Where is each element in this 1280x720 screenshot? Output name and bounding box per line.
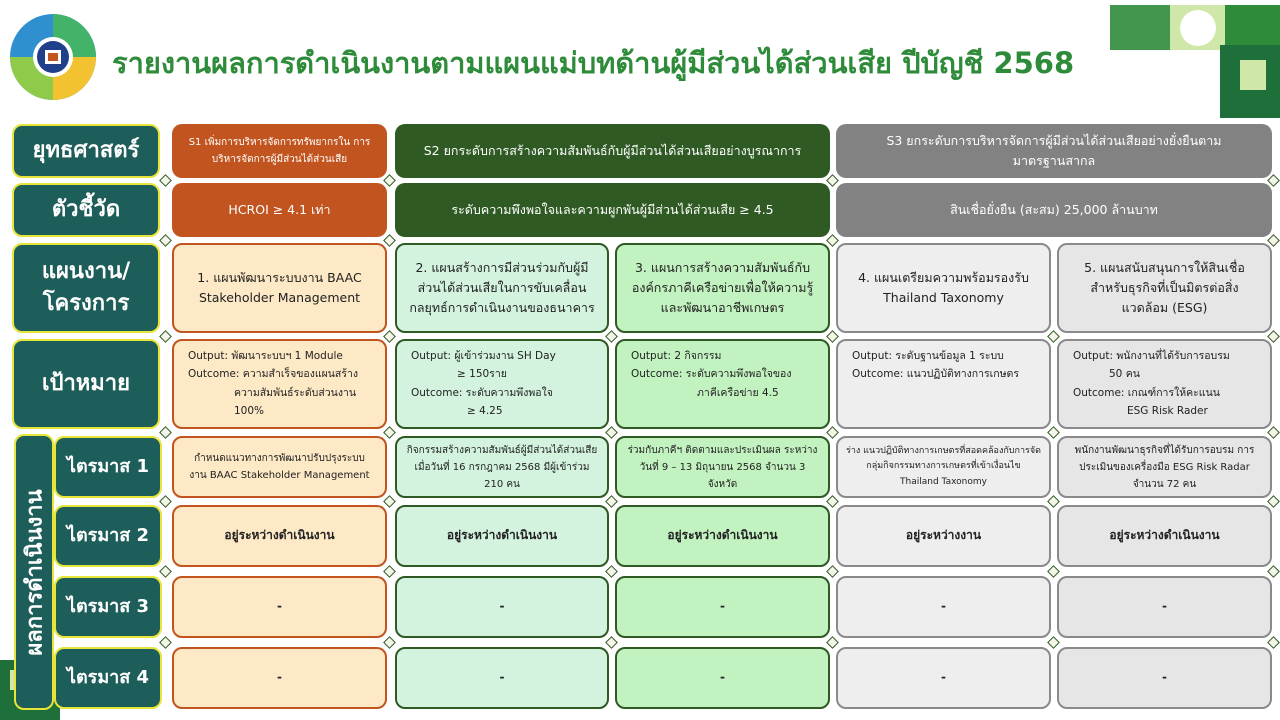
quarter-label-2: ไตรมาส 2 — [54, 505, 162, 567]
connector-diamond — [826, 495, 839, 508]
target-1-line-1: Output: พัฒนาระบบฯ 1 Module — [188, 350, 343, 362]
target-5 — [1057, 339, 1272, 429]
row-label-results-text: ผลการดำเนินงาน — [22, 488, 48, 656]
connector-diamond — [826, 330, 839, 343]
connector-diamond — [1047, 330, 1060, 343]
row-label-strategy: ยุทธศาสตร์ — [12, 124, 160, 178]
target-5-line-2: 50 คน — [1109, 368, 1140, 381]
q3-result-5: - — [1057, 576, 1272, 638]
connector-diamond — [159, 636, 172, 649]
connector-diamond — [383, 426, 396, 439]
plan-1: 1. แผนพัฒนาระบบงาน BAAC Stakeholder Management — [172, 243, 387, 333]
q1-result-5: พนักงานพัฒนาธุรกิจที่ได้รับการอบรม การประเมินของเครื่องมือ ESG Risk Radar จำนวน 72 คน — [1057, 436, 1272, 498]
connector-diamond — [159, 495, 172, 508]
quarter-label-3: ไตรมาส 3 — [54, 576, 162, 638]
strategy-s2: S2 ยกระดับการสร้างความสัมพันธ์กับผู้มีส่วนได้ส่วนเสียอย่างบูรณาการ — [395, 124, 830, 178]
target-2 — [395, 339, 609, 429]
q2-result-2: อยู่ระหว่างดำเนินงาน — [395, 505, 609, 567]
target-3 — [615, 339, 830, 429]
target-4-line-1: Output: ระดับฐานข้อมูล 1 ระบบ — [852, 350, 1004, 362]
quarter-label-1: ไตรมาส 1 — [54, 436, 162, 498]
q3-result-3: - — [615, 576, 830, 638]
row-label-results — [14, 434, 54, 710]
target-3-line-2: Outcome: ระดับความพึงพอใจของ — [631, 368, 792, 381]
page-title: รายงานผลการดำเนินงานตามแผนแม่บทด้านผู้มีส่วนได้ส่วนเสีย ปีบัญชี 2568 — [112, 46, 1075, 80]
q2-result-4: อยู่ระหว่างงาน — [836, 505, 1051, 567]
connector-diamond — [1267, 565, 1280, 578]
connector-diamond — [605, 565, 618, 578]
connector-diamond — [383, 565, 396, 578]
logo-emblem-icon — [8, 12, 98, 102]
plan-4: 4. แผนเตรียมความพร้อมรองรับ Thailand Taxonomy — [836, 243, 1051, 333]
target-2-line-3: Outcome: ระดับความพึงพอใจ — [411, 386, 553, 399]
row-label-target: เป้าหมาย — [12, 339, 160, 429]
target-4-line-2: Outcome: แนวปฏิบัติทางการเกษตร — [852, 368, 1020, 381]
connector-diamond — [383, 495, 396, 508]
quarter-label-4: ไตรมาส 4 — [54, 647, 162, 709]
target-3-line-3: ภาคีเครือข่าย 4.5 — [697, 386, 779, 399]
plan-3: 3. แผนการสร้างความสัมพันธ์กับองค์กรภาคีเครือข่ายเพื่อให้ความรู้และพัฒนาอาชีพเกษตร — [615, 243, 830, 333]
connector-diamond — [1047, 565, 1060, 578]
q4-result-1: - — [172, 647, 387, 709]
row-label-plan: แผนงาน/ โครงการ — [12, 243, 160, 333]
indicator-s1: HCROI ≥ 4.1 เท่า — [172, 183, 387, 237]
connector-diamond — [1267, 636, 1280, 649]
connector-diamond — [1047, 495, 1060, 508]
target-3-line-1: Output: 2 กิจกรรม — [631, 350, 722, 362]
strategy-s3: S3 ยกระดับการบริหารจัดการผู้มีส่วนได้ส่วนเสียอย่างยั่งยืนตาม มาตรฐานสากล — [836, 124, 1272, 178]
target-1-line-3: ความสัมพันธ์ระดับส่วนงาน — [234, 386, 357, 399]
connector-diamond — [605, 636, 618, 649]
q1-result-4: ร่าง แนวปฏิบัติทางการเกษตรที่สอดคล้องกับการจัดกลุ่มกิจกรรมทางการเกษตรที่เข้าเงื่อนไข Thailand Taxonomy — [836, 436, 1051, 498]
connector-diamond — [159, 234, 172, 247]
connector-diamond — [826, 636, 839, 649]
plan-5: 5. แผนสนับสนุนการให้สินเชื่อสำหรับธุรกิจที่เป็นมิตรต่อสิ่งแวดล้อม (ESG) — [1057, 243, 1272, 333]
connector-diamond — [1267, 495, 1280, 508]
q4-result-5: - — [1057, 647, 1272, 709]
connector-diamond — [826, 234, 839, 247]
q4-result-4: - — [836, 647, 1051, 709]
connector-diamond — [826, 565, 839, 578]
connector-diamond — [1267, 426, 1280, 439]
q4-result-3: - — [615, 647, 830, 709]
target-5-line-3: Outcome: เกณฑ์การให้คะแนน — [1073, 386, 1220, 399]
connector-diamond — [383, 174, 396, 187]
q3-result-1: - — [172, 576, 387, 638]
connector-diamond — [159, 426, 172, 439]
row-label-indicator: ตัวชี้วัด — [12, 183, 160, 237]
indicator-s2: ระดับความพึงพอใจและความผูกพันผู้มีส่วนได้ส่วนเสีย ≥ 4.5 — [395, 183, 830, 237]
q1-result-2: กิจกรรมสร้างความสัมพันธ์ผู้มีส่วนได้ส่วนเสีย เมื่อวันที่ 16 กรกฎาคม 2568 มีผู้เข้าร่วม 210 คน — [395, 436, 609, 498]
plan-2: 2. แผนสร้างการมีส่วนร่วมกับผู้มีส่วนได้ส่วนเสียในการขับเคลื่อนกลยุทธ์การดำเนินงานของธนาคาร — [395, 243, 609, 333]
q2-result-3: อยู่ระหว่างดำเนินงาน — [615, 505, 830, 567]
target-2-line-2: ≥ 150ราย — [457, 368, 507, 381]
connector-diamond — [159, 565, 172, 578]
connector-diamond — [605, 426, 618, 439]
connector-diamond — [159, 174, 172, 187]
target-1-line-4: 100% — [234, 405, 265, 418]
target-4 — [836, 339, 1051, 429]
connector-diamond — [383, 234, 396, 247]
target-5-line-1: Output: พนักงานที่ได้รับการอบรม — [1073, 350, 1230, 362]
connector-diamond — [1047, 636, 1060, 649]
target-2-line-4: ≥ 4.25 — [467, 405, 503, 418]
connector-diamond — [159, 330, 172, 343]
connector-diamond — [826, 174, 839, 187]
q1-result-1: กำหนดแนวทางการพัฒนาปรับปรุงระบบงาน BAAC Stakeholder Management — [172, 436, 387, 498]
connector-diamond — [826, 426, 839, 439]
connector-diamond — [1047, 426, 1060, 439]
q3-result-2: - — [395, 576, 609, 638]
indicator-s3: สินเชื่อยั่งยืน (สะสม) 25,000 ล้านบาท — [836, 183, 1272, 237]
target-1-line-2: Outcome: ความสำเร็จของแผนสร้าง — [188, 368, 358, 381]
connector-diamond — [383, 330, 396, 343]
connector-diamond — [383, 636, 396, 649]
q2-result-1: อยู่ระหว่างดำเนินงาน — [172, 505, 387, 567]
q1-result-3: ร่วมกับภาคีฯ ติดตามและประเมินผล ระหว่างวันที่ 9 – 13 มิถุนายน 2568 จำนวน 3 จังหวัด — [615, 436, 830, 498]
connector-diamond — [605, 495, 618, 508]
connector-diamond — [605, 330, 618, 343]
q4-result-2: - — [395, 647, 609, 709]
target-5-line-4: ESG Risk Rader — [1127, 405, 1208, 418]
target-2-line-1: Output: ผู้เข้าร่วมงาน SH Day — [411, 350, 556, 362]
q2-result-5: อยู่ระหว่างดำเนินงาน — [1057, 505, 1272, 567]
q3-result-4: - — [836, 576, 1051, 638]
strategy-s1: S1 เพิ่มการบริหารจัดการทรัพยากรใน การบริหารจัดการผู้มีส่วนได้ส่วนเสีย — [172, 124, 387, 178]
target-1 — [172, 339, 387, 429]
